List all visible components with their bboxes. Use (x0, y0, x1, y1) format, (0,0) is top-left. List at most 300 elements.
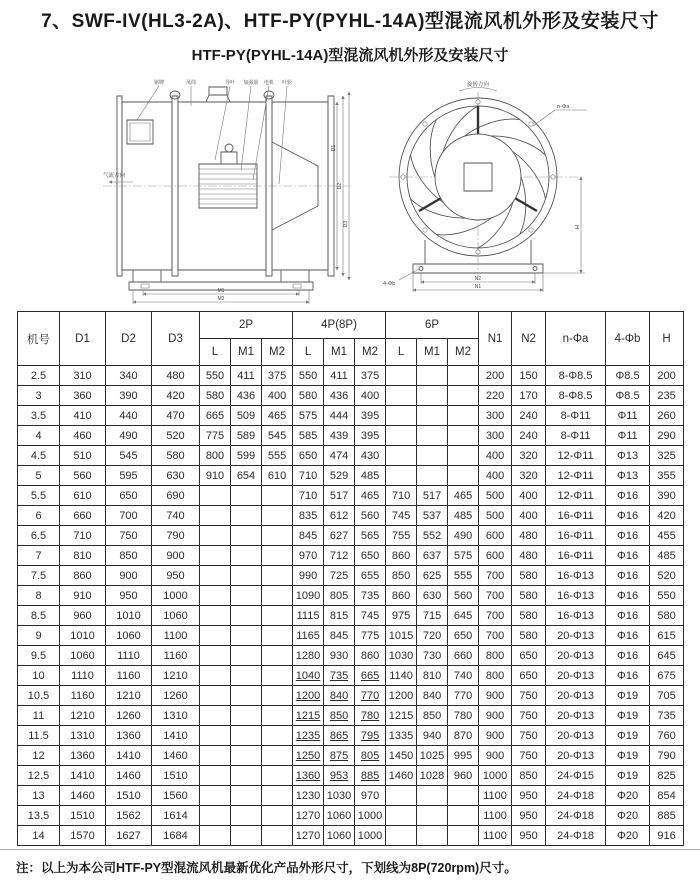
table-cell: 12-Φ11 (546, 486, 606, 506)
table-cell (417, 446, 448, 466)
table-cell: 235 (650, 386, 684, 406)
table-cell: 805 (324, 586, 355, 606)
table-cell: 16-Φ11 (546, 506, 606, 526)
table-cell: 875 (324, 746, 355, 766)
table-cell: 500 (479, 486, 512, 506)
header-6p-l: L (386, 339, 417, 366)
table-cell: 665 (355, 666, 386, 686)
table-cell: 1460 (60, 786, 106, 806)
table-cell: 420 (152, 386, 200, 406)
table-cell (231, 566, 262, 586)
table-cell: 460 (60, 426, 106, 446)
table-cell: 1040 (293, 666, 324, 686)
table-cell: 550 (293, 366, 324, 386)
header-2p-m2: M2 (262, 339, 293, 366)
table-row (18, 786, 684, 806)
table-cell (262, 526, 293, 546)
table-cell: 735 (650, 706, 684, 726)
table-cell: 1270 (293, 826, 324, 846)
table-cell (231, 666, 262, 686)
table-cell (200, 726, 231, 746)
table-cell: 20-Φ13 (546, 626, 606, 646)
table-cell (200, 806, 231, 826)
table-row (18, 366, 684, 386)
table-cell: 900 (479, 706, 512, 726)
table-cell: 580 (512, 566, 546, 586)
table-cell: 690 (152, 486, 200, 506)
table-row (18, 506, 684, 526)
table-cell: 850 (512, 766, 546, 786)
table-cell: 1060 (152, 606, 200, 626)
table-cell: 240 (512, 426, 546, 446)
table-cell: 625 (417, 566, 448, 586)
table-cell: 580 (650, 606, 684, 626)
table-cell: 665 (200, 406, 231, 426)
table-cell: 1230 (293, 786, 324, 806)
table-cell: 552 (417, 526, 448, 546)
table-cell: 16-Φ13 (546, 586, 606, 606)
table-cell: 20-Φ13 (546, 746, 606, 766)
table-cell: 750 (512, 686, 546, 706)
table-cell: 12-Φ11 (546, 446, 606, 466)
table-cell: 20-Φ13 (546, 686, 606, 706)
table-cell: 16-Φ11 (546, 546, 606, 566)
table-cell: 950 (512, 826, 546, 846)
table-cell: 825 (650, 766, 684, 786)
table-cell (200, 626, 231, 646)
table-cell (386, 426, 417, 446)
table-cell: 8-Φ11 (546, 406, 606, 426)
airflow-direction-label: 气流方向 (103, 173, 126, 179)
header-n2: N2 (512, 312, 546, 366)
table-cell: 24-Φ15 (546, 766, 606, 786)
table-cell (200, 566, 231, 586)
table-cell (231, 746, 262, 766)
table-cell (200, 486, 231, 506)
table-cell: 575 (293, 406, 324, 426)
table-row (18, 486, 684, 506)
table-cell: 815 (324, 606, 355, 626)
table-cell (200, 686, 231, 706)
table-cell (262, 606, 293, 626)
fan-table-body (18, 366, 684, 846)
table-cell: 800 (200, 446, 231, 466)
table-cell: 780 (448, 706, 479, 726)
table-cell: 910 (200, 466, 231, 486)
table-cell: Φ16 (606, 546, 650, 566)
table-cell: 595 (106, 466, 152, 486)
table-cell: 580 (200, 386, 231, 406)
table-cell: 610 (60, 486, 106, 506)
table-cell: 900 (152, 546, 200, 566)
table-cell (200, 506, 231, 526)
table-cell: 4.5 (18, 446, 60, 466)
table-row (18, 646, 684, 666)
table-cell: 845 (324, 626, 355, 646)
table-cell: 1360 (293, 766, 324, 786)
table-cell: 340 (106, 366, 152, 386)
table-cell: 444 (324, 406, 355, 426)
table-cell: 375 (262, 366, 293, 386)
table-cell: 660 (448, 646, 479, 666)
table-cell: 170 (512, 386, 546, 406)
table-cell: 1260 (106, 706, 152, 726)
table-cell: 1310 (152, 706, 200, 726)
table-cell (448, 406, 479, 426)
table-cell (417, 466, 448, 486)
table-cell (386, 446, 417, 466)
table-cell: Φ13 (606, 466, 650, 486)
table-cell: 715 (417, 606, 448, 626)
table-cell: 650 (512, 666, 546, 686)
dim-label-h: H (575, 225, 581, 229)
table-cell: 1160 (106, 666, 152, 686)
table-cell (262, 806, 293, 826)
table-cell: 1115 (293, 606, 324, 626)
table-cell: 310 (60, 366, 106, 386)
table-cell: 411 (324, 366, 355, 386)
table-cell: 1000 (479, 766, 512, 786)
rotation-direction-label: 旋转方向 (466, 82, 490, 88)
header-h: H (650, 312, 684, 366)
table-cell: 735 (324, 666, 355, 686)
table-cell: 780 (355, 706, 386, 726)
table-cell: 580 (152, 446, 200, 466)
header-4p-m2: M2 (355, 339, 386, 366)
table-cell: 20-Φ13 (546, 706, 606, 726)
table-cell: Φ16 (606, 486, 650, 506)
table-cell: 615 (650, 626, 684, 646)
table-cell: 1060 (324, 826, 355, 846)
table-cell: 509 (231, 406, 262, 426)
table-cell: 870 (448, 726, 479, 746)
header-2p-l: L (200, 339, 231, 366)
table-row (18, 686, 684, 706)
table-row (18, 826, 684, 846)
table-cell: 835 (293, 506, 324, 526)
table-cell: 1090 (293, 586, 324, 606)
table-row (18, 546, 684, 566)
table-cell: 710 (293, 466, 324, 486)
table-cell: 14 (18, 826, 60, 846)
table-cell: 1460 (386, 766, 417, 786)
table-cell: 810 (417, 666, 448, 686)
table-cell: 517 (324, 486, 355, 506)
table-cell: 1270 (293, 806, 324, 826)
table-cell: 440 (106, 406, 152, 426)
table-row (18, 626, 684, 646)
table-cell (262, 586, 293, 606)
table-cell: 800 (479, 646, 512, 666)
table-cell: 555 (448, 566, 479, 586)
table-cell (231, 626, 262, 646)
part-label-impeller: 叶轮 (281, 80, 293, 86)
table-cell (262, 786, 293, 806)
table-cell: 240 (512, 406, 546, 426)
table-cell: 1160 (60, 686, 106, 706)
table-cell: 850 (386, 566, 417, 586)
table-cell: 599 (231, 446, 262, 466)
table-cell: 637 (417, 546, 448, 566)
table-row (18, 806, 684, 826)
table-cell: 8-Φ8.5 (546, 366, 606, 386)
table-cell: 375 (355, 366, 386, 386)
table-cell: Φ19 (606, 726, 650, 746)
table-cell: 1684 (152, 826, 200, 846)
header-4-phi-b: 4-Φb (606, 312, 650, 366)
table-cell (386, 826, 417, 846)
table-cell: 1360 (106, 726, 152, 746)
table-row (18, 386, 684, 406)
table-cell: 150 (512, 366, 546, 386)
table-cell: Φ19 (606, 746, 650, 766)
table-cell: 1627 (106, 826, 152, 846)
part-label-motor: 电机 (263, 80, 275, 86)
table-cell (262, 726, 293, 746)
table-cell (262, 486, 293, 506)
table-cell: 12 (18, 746, 60, 766)
table-cell (231, 806, 262, 826)
dim-label-n2: N2 (474, 276, 482, 282)
table-cell: 580 (512, 606, 546, 626)
table-row (18, 406, 684, 426)
table-cell: 5.5 (18, 486, 60, 506)
table-cell: 630 (417, 586, 448, 606)
table-cell (386, 366, 417, 386)
table-cell: 10 (18, 666, 60, 686)
table-cell: 3.5 (18, 406, 60, 426)
table-cell: 1562 (106, 806, 152, 826)
table-cell: 860 (60, 566, 106, 586)
table-cell (200, 586, 231, 606)
table-cell: 750 (106, 526, 152, 546)
table-cell: 700 (479, 606, 512, 626)
table-cell: Φ16 (606, 526, 650, 546)
table-cell: 740 (152, 506, 200, 526)
table-cell: 1000 (355, 806, 386, 826)
table-cell (231, 546, 262, 566)
table-cell (231, 686, 262, 706)
table-cell: Φ20 (606, 786, 650, 806)
table-cell: Φ16 (606, 646, 650, 666)
dim-label-d1: D1 (331, 144, 337, 152)
table-cell: 2.5 (18, 366, 60, 386)
header-4p-l: L (293, 339, 324, 366)
table-cell: 1614 (152, 806, 200, 826)
table-cell: 390 (106, 386, 152, 406)
table-cell: 555 (262, 446, 293, 466)
table-cell: 20-Φ13 (546, 666, 606, 686)
table-cell (262, 546, 293, 566)
table-cell (262, 506, 293, 526)
header-n1: N1 (479, 312, 512, 366)
table-header (18, 312, 684, 366)
table-cell (200, 526, 231, 546)
table-row (18, 666, 684, 686)
table-cell: 8-Φ11 (546, 426, 606, 446)
table-cell (231, 786, 262, 806)
header-d1: D1 (60, 312, 106, 366)
fan-front-view-drawing (383, 80, 595, 294)
table-cell: 975 (386, 606, 417, 626)
table-cell: 885 (650, 806, 684, 826)
table-cell (448, 806, 479, 826)
table-cell: 589 (231, 426, 262, 446)
table-cell: 775 (200, 426, 231, 446)
table-cell: 655 (355, 566, 386, 586)
table-cell: 1310 (60, 726, 106, 746)
table-cell: 1335 (386, 726, 417, 746)
table-cell: 560 (355, 506, 386, 526)
table-cell: 1030 (386, 646, 417, 666)
table-cell (448, 446, 479, 466)
table-row (18, 526, 684, 546)
table-cell: 900 (106, 566, 152, 586)
table-cell: 1235 (293, 726, 324, 746)
dim-label-d3: D3 (343, 220, 349, 228)
table-cell: 1025 (417, 746, 448, 766)
table-cell (262, 706, 293, 726)
table-cell: 860 (386, 586, 417, 606)
table-cell: 1215 (293, 706, 324, 726)
table-cell: 645 (448, 606, 479, 626)
table-cell: 1060 (324, 806, 355, 826)
table-cell: 600 (479, 546, 512, 566)
table-cell: 8.5 (18, 606, 60, 626)
table-cell: 627 (324, 526, 355, 546)
table-cell: 845 (293, 526, 324, 546)
table-cell: 700 (479, 566, 512, 586)
table-cell: Φ20 (606, 806, 650, 826)
table-cell: 612 (324, 506, 355, 526)
dim-label-m1: M1 (217, 288, 225, 294)
table-cell: 560 (448, 586, 479, 606)
table-cell: 465 (262, 406, 293, 426)
table-cell: 1570 (60, 826, 106, 846)
table-cell: 474 (324, 446, 355, 466)
table-cell: 529 (324, 466, 355, 486)
table-cell (417, 806, 448, 826)
table-cell (417, 426, 448, 446)
table-cell: 950 (106, 586, 152, 606)
table-cell: Φ16 (606, 586, 650, 606)
table-cell: 1215 (386, 706, 417, 726)
page-title: 7、SWF-IV(HL3-2A)、HTF-PY(PYHL-14A)型混流风机外形及安装尺寸 (41, 11, 659, 32)
table-cell: 575 (448, 546, 479, 566)
table-cell: 810 (60, 546, 106, 566)
table-cell: 790 (650, 746, 684, 766)
table-cell: 950 (152, 566, 200, 586)
table-cell: 490 (448, 526, 479, 546)
table-cell: 730 (417, 646, 448, 666)
table-cell: 20-Φ13 (546, 646, 606, 666)
table-cell: 916 (650, 826, 684, 846)
table-cell (386, 406, 417, 426)
table-cell: 500 (479, 506, 512, 526)
table-cell: 260 (650, 406, 684, 426)
table-cell (200, 786, 231, 806)
table-cell: 660 (60, 506, 106, 526)
table-cell: 720 (417, 626, 448, 646)
table-cell: 1560 (152, 786, 200, 806)
table-cell: 1100 (479, 786, 512, 806)
dim-label-d2: D2 (337, 182, 343, 190)
table-cell: 790 (152, 526, 200, 546)
table-cell: 1280 (293, 646, 324, 666)
table-cell: 650 (106, 486, 152, 506)
table-cell: 1200 (386, 686, 417, 706)
table-cell: 735 (355, 586, 386, 606)
table-cell: 750 (512, 726, 546, 746)
table-cell (262, 566, 293, 586)
table-cell (200, 826, 231, 846)
table-cell: 3 (18, 386, 60, 406)
table-cell: 1010 (60, 626, 106, 646)
table-cell: 745 (355, 606, 386, 626)
table-cell: 900 (479, 726, 512, 746)
table-cell: 1250 (293, 746, 324, 766)
table-cell: 770 (448, 686, 479, 706)
header-2p-m1: M1 (231, 339, 262, 366)
table-cell: 800 (479, 666, 512, 686)
table-cell: 355 (650, 466, 684, 486)
table-cell: 560 (60, 466, 106, 486)
table-cell: 1100 (479, 826, 512, 846)
table-cell: 6.5 (18, 526, 60, 546)
table-cell: 654 (231, 466, 262, 486)
table-cell (200, 746, 231, 766)
table-cell (231, 646, 262, 666)
table-cell: 490 (106, 426, 152, 446)
table-cell: Φ8.5 (606, 386, 650, 406)
table-cell: 1160 (152, 646, 200, 666)
table-cell: 580 (293, 386, 324, 406)
table-cell (262, 646, 293, 666)
table-cell (200, 606, 231, 626)
table-cell: 840 (417, 686, 448, 706)
table-cell: Φ11 (606, 426, 650, 446)
table-row (18, 606, 684, 626)
part-label-guide-vane: 导叶 (224, 80, 236, 86)
table-cell (386, 786, 417, 806)
table-cell: 1100 (479, 806, 512, 826)
table-cell: 1210 (106, 686, 152, 706)
table-cell: 885 (355, 766, 386, 786)
table-cell: 770 (355, 686, 386, 706)
table-cell: 580 (512, 586, 546, 606)
table-cell: 12-Φ11 (546, 466, 606, 486)
part-label-casing: 风筒 (185, 80, 197, 86)
table-cell (262, 686, 293, 706)
table-cell: 545 (106, 446, 152, 466)
table-cell: 411 (231, 366, 262, 386)
table-cell: 4 (18, 426, 60, 446)
header-group-2p: 2P (200, 312, 293, 339)
table-cell: 24-Φ18 (546, 786, 606, 806)
table-cell: 485 (448, 506, 479, 526)
table-cell: 970 (293, 546, 324, 566)
table-cell: 520 (650, 566, 684, 586)
table-cell: 400 (355, 386, 386, 406)
table-cell (200, 666, 231, 686)
table-cell: 400 (479, 446, 512, 466)
table-cell: Φ16 (606, 626, 650, 646)
table-cell (262, 766, 293, 786)
table-row (18, 566, 684, 586)
table-cell: 1200 (293, 686, 324, 706)
header-d2: D2 (106, 312, 152, 366)
header-group-4p8p: 4P(8P) (293, 312, 386, 339)
